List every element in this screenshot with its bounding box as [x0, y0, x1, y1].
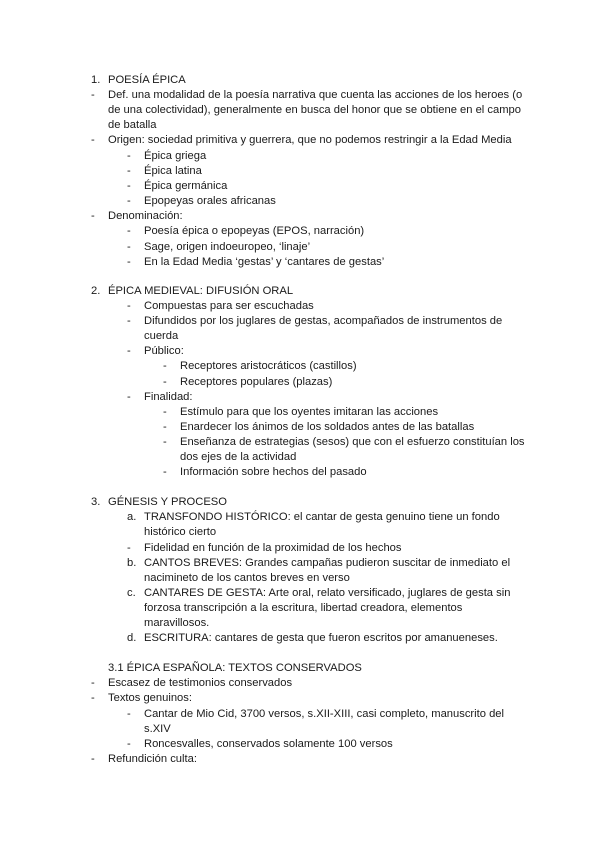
item-c-continuation: forzosa transcripción a la escritura, libertad creadora, elementos [144, 602, 463, 614]
dash-bullet: - [127, 195, 131, 207]
section-2-number: 2. [91, 285, 101, 297]
dash-bullet: - [127, 256, 131, 268]
dash-bullet: - [127, 165, 131, 177]
refundicion-item: Refundición culta: [108, 753, 197, 765]
finalidad-subitem: Enseñanza de estrategias (sesos) que con el esfuerzo constituían los [180, 436, 525, 448]
list-item: Difundidos por los juglares de gestas, acompañados de instrumentos de [144, 315, 503, 327]
dash-bullet: - [163, 360, 167, 372]
definition-line-2: de una colectividad), generalmente en busca del honor que se obtiene en el campo [108, 104, 521, 116]
publico-item: Público: [144, 345, 184, 357]
dash-bullet: - [163, 421, 167, 433]
section-3-title: GÉNESIS Y PROCESO [108, 496, 227, 508]
dash-bullet: - [127, 180, 131, 192]
dash-bullet: - [127, 708, 131, 720]
textos-genuinos-item: Textos genuinos: [108, 692, 192, 704]
item-c-continuation: maravillosos. [144, 617, 210, 629]
origen-subitem: Épica latina [144, 165, 202, 177]
dash-bullet: - [127, 315, 131, 327]
dash-bullet: - [127, 542, 131, 554]
origen-subitem: Épica germánica [144, 180, 228, 192]
dash-bullet: - [163, 406, 167, 418]
dash-bullet: - [163, 466, 167, 478]
item-b: CANTOS BREVES: Grandes campañas pudieron suscitar de inmediato el [144, 557, 511, 569]
origen-subitem: Épica griega [144, 150, 207, 162]
definition-line-3: de batalla [108, 119, 157, 131]
finalidad-subitem: Estímulo para que los oyentes imitaran las acciones [180, 406, 439, 418]
dash-bullet: - [91, 134, 95, 146]
list-marker-b: b. [127, 557, 137, 569]
denominacion-item: Denominación: [108, 210, 183, 222]
list-marker-c: c. [127, 587, 136, 599]
origen-item: Origen: sociedad primitiva y guerrera, que no podemos restringir a la Edad Media [108, 134, 512, 146]
finalidad-item: Finalidad: [144, 391, 193, 403]
item-a-continuation: histórico cierto [144, 526, 217, 538]
list-marker-a: a. [127, 511, 137, 523]
denominacion-subitem: En la Edad Media ‘gestas’ y ‘cantares de gestas’ [144, 256, 385, 268]
denominacion-subitem: Poesía épica o epopeyas (EPOS, narración) [144, 225, 365, 237]
publico-subitem: Receptores aristocráticos (castillos) [180, 360, 357, 372]
dash-bullet: - [163, 436, 167, 448]
textos-subitem: Cantar de Mio Cid, 3700 versos, s.XII-XIII, casi completo, manuscrito del [144, 708, 505, 720]
section-1-number: 1. [91, 74, 101, 86]
section-3-number: 3. [91, 496, 101, 508]
denominacion-subitem: Sage, origen indoeuropeo, ‘linaje’ [144, 241, 311, 253]
dash-bullet: - [91, 753, 95, 765]
list-item-continuation: cuerda [144, 330, 179, 342]
dash-bullet: - [127, 738, 131, 750]
item-c: CANTARES DE GESTA: Arte oral, relato versificado, juglares de gesta sin [144, 587, 511, 599]
list-item: Escasez de testimonios conservados [108, 677, 293, 689]
dash-bullet: - [163, 376, 167, 388]
dash-bullet: - [127, 345, 131, 357]
definition-line-1: Def. una modalidad de la poesía narrativa que cuenta las acciones de los heroes (o [108, 89, 523, 101]
list-marker-d: d. [127, 632, 137, 644]
item-b-continuation: nacimineto de los cantos breves en verso [144, 572, 350, 584]
list-item: Compuestas para ser escuchadas [144, 300, 314, 312]
section-2-title: ÉPICA MEDIEVAL: DIFUSIÓN ORAL [108, 285, 294, 297]
dash-bullet: - [127, 391, 131, 403]
dash-bullet: - [91, 692, 95, 704]
textos-subitem-continuation: s.XIV [144, 723, 171, 735]
finalidad-subitem: Enardecer los ánimos de los soldados antes de las batallas [180, 421, 475, 433]
publico-subitem: Receptores populares (plazas) [180, 376, 333, 388]
dash-bullet: - [127, 300, 131, 312]
origen-subitem: Epopeyas orales africanas [144, 195, 276, 207]
dash-bullet: - [127, 150, 131, 162]
textos-subitem: Roncesvalles, conservados solamente 100 versos [144, 738, 393, 750]
dash-bullet: - [91, 210, 95, 222]
finalidad-subitem: Información sobre hechos del pasado [180, 466, 367, 478]
item-d: ESCRITURA: cantares de gesta que fueron escritos por amanueneses. [144, 632, 498, 644]
section-3-1-title: 3.1 ÉPICA ESPAÑOLA: TEXTOS CONSERVADOS [108, 662, 362, 674]
list-item: Fidelidad en función de la proximidad de los hechos [144, 542, 402, 554]
dash-bullet: - [91, 677, 95, 689]
dash-bullet: - [127, 241, 131, 253]
item-a: TRANSFONDO HISTÓRICO: el cantar de gesta genuino tiene un fondo [144, 511, 500, 523]
section-1-title: POESÍA ÉPICA [108, 74, 186, 86]
finalidad-subitem-continuation: dos ejes de la actividad [180, 451, 297, 463]
dash-bullet: - [127, 225, 131, 237]
dash-bullet: - [91, 89, 95, 101]
